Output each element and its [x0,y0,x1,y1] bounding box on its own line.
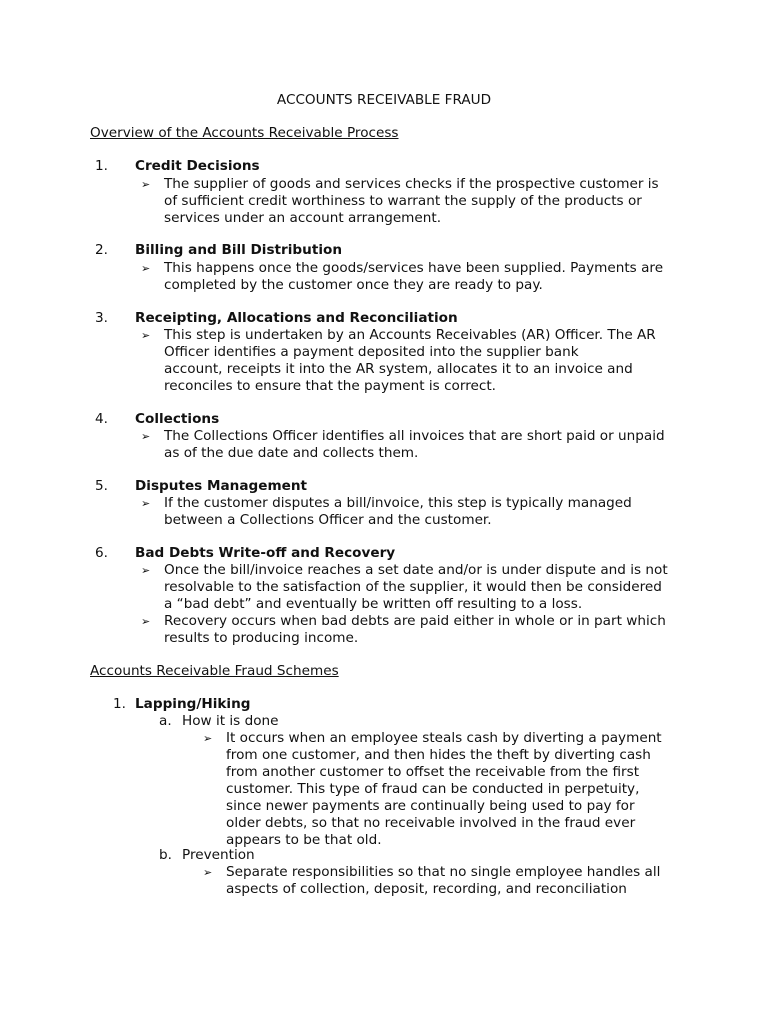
bullet-text: This step is undertaken by an Accounts Receivables (AR) Officer. The AR Officer identifies a payment deposited into the supplier bank account, receipts it into the AR system, allocates it to an invoice and reconciles to ensure that the payment is correct. [164,327,656,394]
overview-item-title: Receipting, Allocations and Reconciliation [135,310,458,326]
bullet-text: It occurs when an employee steals cash by diverting a payment from one customer, and then hides the theft by diverting cash from another customer to offset the receivable from the first customer. This type of fraud can be conducted in perpetuity, since newer payments are continually being used to pay for older debts, so that no receivable involved in the fraud ever appears to be that old. [226,730,662,848]
overview-item-number: 5. [95,478,108,494]
arrow-bullet-icon: ➢ [141,430,151,443]
arrow-bullet-icon: ➢ [141,564,151,577]
overview-item-number: 2. [95,242,108,258]
arrow-bullet-icon: ➢ [141,178,151,191]
bullet-text: Once the bill/invoice reaches a set date and/or is under dispute and is not resolvable to the satisfaction of the supplier, it would then be considered a “bad debt” and eventually be written off resulting to a loss. [164,562,668,612]
overview-item-number: 3. [95,310,108,326]
overview-item-title: Bad Debts Write-off and Recovery [135,545,396,561]
arrow-bullet-icon: ➢ [203,866,213,879]
arrow-bullet-icon: ➢ [141,329,151,342]
bullet-text: Recovery occurs when bad debts are paid either in whole or in part which results to producing income. [164,613,666,646]
arrow-bullet-icon: ➢ [141,262,151,275]
schemes-heading: Accounts Receivable Fraud Schemes [90,663,339,679]
overview-item-number: 1. [95,158,108,174]
arrow-bullet-icon: ➢ [141,497,151,510]
bullet-text: Separate responsibilities so that no single employee handles all aspects of collection, deposit, recording, and reconciliation [226,864,661,897]
scheme-item-number: 1. [113,696,126,712]
overview-item-title: Credit Decisions [135,158,260,174]
document-title: ACCOUNTS RECEIVABLE FRAUD [276,92,492,108]
bullet-text: If the customer disputes a bill/invoice, this step is typically managed between a Collections Officer and the customer. [164,495,632,528]
scheme-item-title: Lapping/Hiking [135,696,251,712]
scheme-sub-title: How it is done [182,713,279,729]
overview-item-title: Collections [135,411,220,427]
scheme-sub-letter: a. [159,713,172,729]
arrow-bullet-icon: ➢ [203,732,213,745]
overview-item-number: 4. [95,411,108,427]
bullet-text: The Collections Officer identifies all invoices that are short paid or unpaid as of the due date and collects them. [164,428,665,461]
bullet-text: The supplier of goods and services checks if the prospective customer is of sufficient credit worthiness to warrant the supply of the products or services under an account arrangement. [164,176,659,226]
bullet-text: This happens once the goods/services have been supplied. Payments are completed by the customer once they are ready to pay. [164,260,664,293]
scheme-sub-letter: b. [159,847,172,863]
scheme-sub-title: Prevention [182,847,255,863]
overview-item-title: Disputes Management [135,478,308,494]
arrow-bullet-icon: ➢ [141,615,151,628]
overview-heading: Overview of the Accounts Receivable Process [90,125,399,141]
overview-item-number: 6. [95,545,108,561]
overview-item-title: Billing and Bill Distribution [135,242,343,258]
